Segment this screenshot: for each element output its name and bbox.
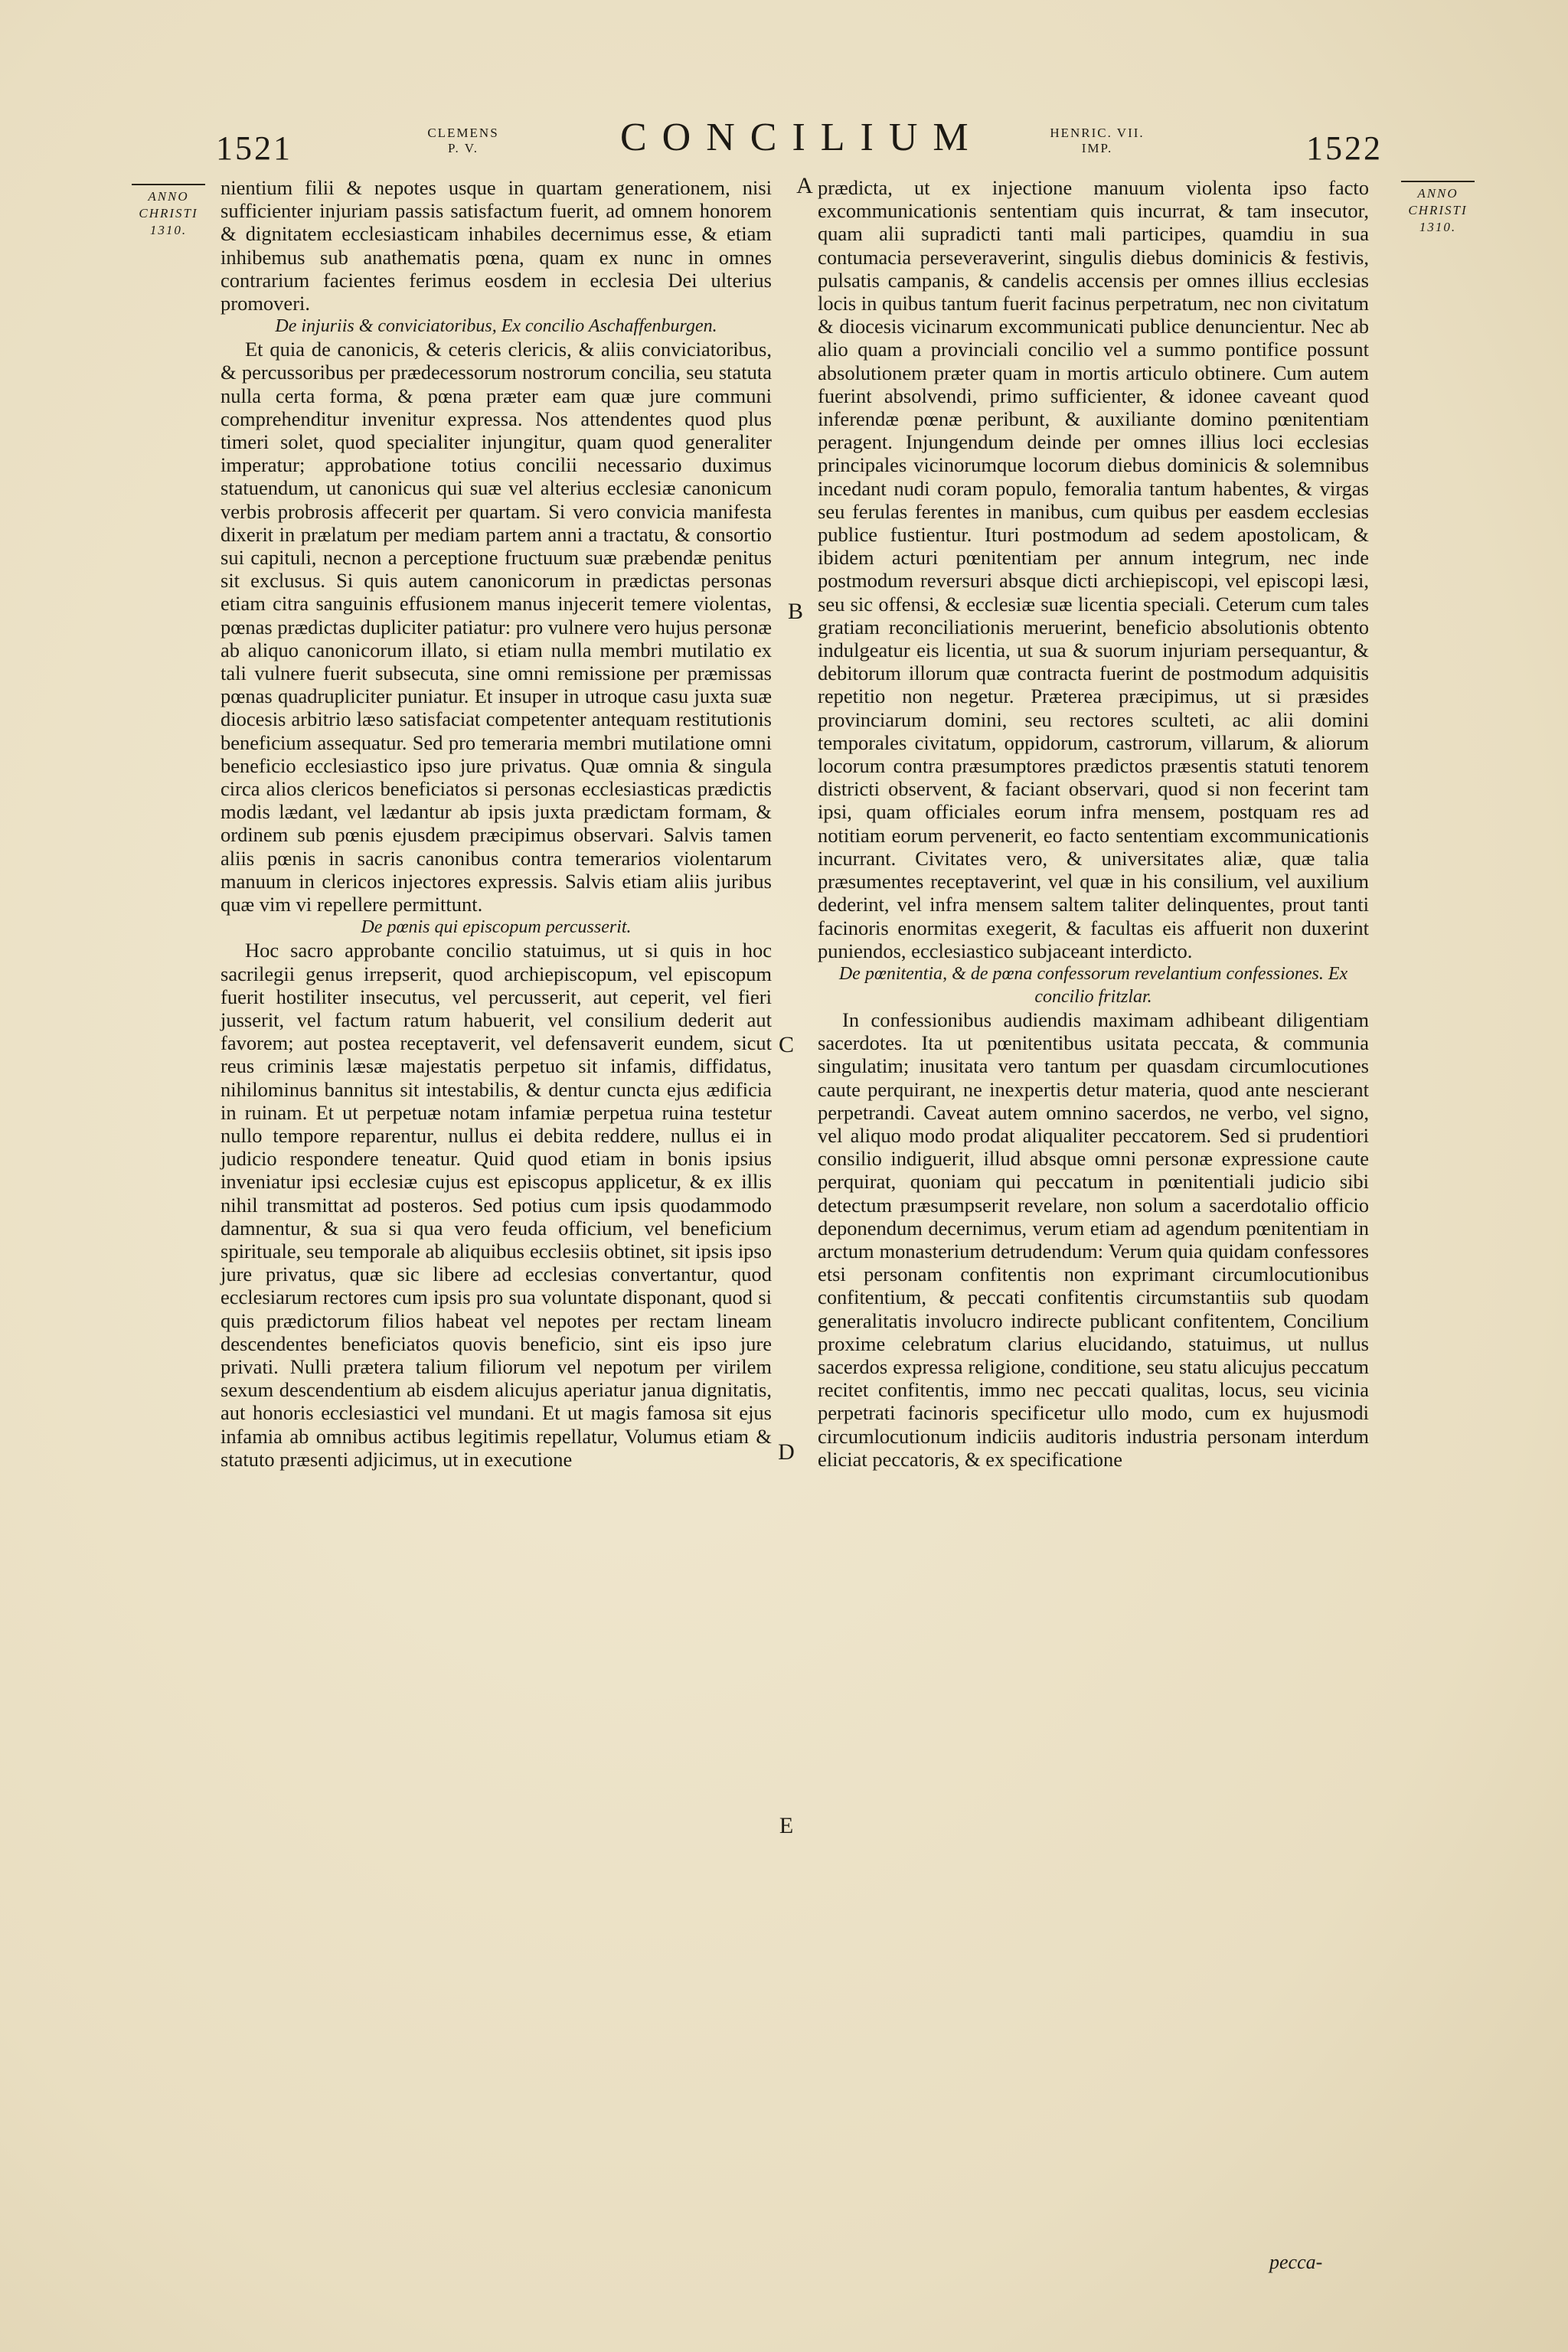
- paragraph: Hoc sacro approbante concilio statuimus, ut si quis in hoc sacrilegii genus irrepserit, quod archiepiscopum, vel episcopum fuerit hostiliter insecutus, vel percusserit, aut ceperit, vel fieri jusserit, vel factum ratum habuerit, vel consilium dederit aut favorem; aut postea receptaverit, vel defensaverit eundem, sicut reus criminis læsæ majestatis perpetuo sit infamis, diffidatus, nihilominus bannitus sit intestabilis, & dentur cuncta ejus ædificia in ruinam. Et ut perpetuæ notam infamiæ perpetua ruina testetur nullo tempore reparentur, nullus ei debita reddere, nullus ei in judicio respondere teneatur. Quid quod etiam in bonis ipsius inveniatur ipsi ecclesiæ cujus est episcopus applicetur, & ex illis nihil transmittat ad posteros. Sed potius cum ipsis quodammodo damnentur, & sua si qua vero feuda officium, vel beneficium spirituale, seu temporale ab aliquibus ecclesiis obtinet, sit ipsis ipso jure privatus, quæ sic libere ad ecclesias convertantur, quod ecclesiarum rectores cum ipsis pro sua voluntate disponant, quod si quis prædictorum filios habeat vel nepotes per rectam lineam descendentes beneficiatos quovis beneficio, sint eis ipso jure privati. Nulli prætera talium filiorum vel nepotum per virilem sexum descendentium ab eisdem alicujus aperiatur janua dignitatis, aut honoris ecclesiastici vel mundani. Et ut magis famosa sit ejus infamia ab omnibus actibus legitimis repellatur, Volumus etiam & statuto præsenti adjicimus, ut in executione: [220, 939, 772, 1471]
- margin-note-line: CHRISTI: [1408, 203, 1468, 217]
- paragraph: prædicta, ut ex injectione manuum violenta ipso facto excommunicationis sententiam quis incurrat, & tam insecutor, quam alii supradicti tanti mali participes, quamdiu in sua contumacia perseveraverint, singulis diebus dominicis & festivis, pulsatis campanis, & candelis accensis per omnes illius ecclesias locis in quibus tantum fuerit facinus perpetratum, nec non civitatum & diocesis vicinarum excommunicati publice denuncientur. Nec ab alio quam a provinciali concilio vel a summo pontifice possunt absolutionem præter quam in mortis articulo obtinere. Cum autem fuerint absolvendi, primo sufficienter, & idonee caveant quod inferendæ pœnæ peribunt, & auxiliante domino pœnitentiam peragent. Injungendum deinde per omnes illius loci ecclesias principales vicinorumque locorum diebus dominicis & solemnibus incedant nudi coram populo, femoralia tantum habentes, & virgas seu ferulas ferentes in manibus, cum quibus per easdem ecclesias publice fustientur. Ituri postmodum ad sedem apostolicam, & ibidem acturi pœnitentiam per annum integrum, nec inde postmodum reversuri absque dicti archiepiscopi, vel episcopi læsi, seu sic offensi, & ecclesiæ suæ licentia speciali. Ceterum cum tales gratiam reconciliationis meruerint, beneficio absolutionis obtento indulgeatur eis licentia, ut sua & suorum injuriam persequantur, & debitorum illorum quæ contracta fuerint de postmodum adquisitis repetitio non negetur. Præterea præcipimus, ut si præsides provinciarum domini, seu rectores sculteti, ac alii domini temporales civitatum, oppidorum, castrorum, villarum, & aliorum locorum contra præsumptores prædictos præsentis statuti tenorem districti observent, & faciant observari, quod si non fecerint tam ipsi, quam officiales eorum infra mensem, postquam res ad notitiam eorum pervenerit, eo facto sententiam excommunicationis incurrant. Civitates vero, & universitates aliæ, quæ talia præsumentes receptaverint, vel quæ in his consilium, vel auxilium dederint, vel infra mensem saltem taliter delinquentes, prout tanti facinoris enormitas exegerit, & facultas eis affuerit non duxerint puniendos, ecclesiastico subjaceant interdicto.: [818, 176, 1369, 962]
- margin-note-line: ANNO: [1417, 186, 1459, 201]
- section-letter-c: C: [778, 1032, 794, 1057]
- running-head-line: P. V.: [447, 141, 479, 155]
- catchword: pecca-: [1269, 2251, 1323, 2273]
- right-margin-year-note: [1392, 181, 1484, 236]
- section-letter-b: B: [787, 599, 803, 624]
- section-letter-d: D: [778, 1439, 795, 1465]
- section-heading: De pœnis qui episcopum percusserit.: [361, 917, 632, 938]
- section-heading: De injuriis & conviciatoribus, Ex concilio Aschaffenburgen.: [275, 316, 717, 337]
- section-letter-e: E: [779, 1813, 794, 1838]
- section-heading: De pœnitentia, & de pœna confessorum revelantium confessiones. Ex concilio fritzlar.: [838, 963, 1348, 1007]
- running-head-line: IMP.: [1081, 141, 1113, 155]
- margin-rule: [1401, 181, 1475, 182]
- left-page-number: 1521: [216, 129, 292, 167]
- right-text-column: [818, 176, 1369, 1471]
- right-running-head: [1047, 126, 1147, 156]
- paragraph: In confessionibus audiendis maximam adhibeant diligentiam sacerdotes. Ita ut pœnitentibus usitata peccata, & communia singulatim; inusitata vero tantum per quasdam circumlocutiones caute perquirant, ne inexpertis detur materia, quod ante nescierant perpetrandi. Caveat autem omnino sacerdos, ne verbo, vel signo, vel aliquo modo prodat aliqualiter peccatorem. Sed si prudentiori consilio indiguerit, illud absque omni personæ expressione caute perquirat, quoniam qui peccatum in pœnitentiali judicio sibi detectum præsumpserit revelare, non solum a sacerdotalio officio deponendum decernimus, verum etiam ad agendum pœnitentiam in arctum monasterium detrudendum: Verum quia quidam confessores etsi personam confitentis non exprimant circumlocutionibus confitentium, & peccati confitentis circumstantiis sub quodam generalitatis involucro indirecte publicant confitentem, Concilium proxime celebratum clarius elucidando, statuimus, ut nullus sacerdos expressa religione, conditione, seu statu alicujus peccatum recitet confitentis, immo nec peccati qualitas, locus, seu vicinia perpetrati facinoris specificetur ullo modo, cum ex hujusmodi circumlocutionum indiciis auditoris industria personam interdum eliciat peccatoris, & ex specificatione: [818, 1008, 1369, 1471]
- paragraph: nientium filii & nepotes usque in quartam generationem, nisi sufficienter injuriam passis satisfactum fuerit, ad omnem honorem & dignitatem ecclesiasticam inhabiles decernimus esse, & etiam inhibemus sub anathematis pœna, quam ex nunc in omnes contrarium facientes ferimus eosdem in ecclesia Dei ulterius promoveri.: [220, 176, 772, 315]
- left-text-column: [220, 176, 772, 1471]
- margin-note-line: 1310.: [149, 223, 188, 237]
- running-head-line: CLEMENS: [427, 126, 499, 140]
- margin-note-line: ANNO: [148, 189, 189, 204]
- margin-note-line: CHRISTI: [139, 206, 198, 220]
- paragraph: Et quia de canonicis, & ceteris clericis, & aliis conviciatoribus, & percussoribus per prædecessorum nostrorum concilia, seu statuta nulla certa forma, & pœna præter eam quæ jure communi comprehenditur invenitur expressa. Nos attendentes quod plus timeri solet, quod specialiter injungitur, quam quod generaliter imperatur; approbatione totius concilii necessario duximus statuendum, ut canonicus qui suæ vel alterius ecclesiæ canonicum verbis probrosis affecerit per quartam. Si vero convicia manifesta dixerit in prælatum per mediam partem anni a tractatu, & consortio sui capituli, necnon a perceptione fructuum suæ præbendæ penitus sit exclusus. Si quis autem canonicorum in prædictas personas etiam citra sanguinis effusionem manus injecerit temere violentas, pœnas prædictas dupliciter patiatur: pro vulnere vero hujus personæ ab aliquo canonicorum illato, si etiam nulla membri mutilatio ex tali vulnere fuerit subsecuta, sine omni remissione per præmissas pœnas quadrupliciter puniatur. Et insuper in utroque casu juxta suæ diocesis arbitrio læso satisfaciat competenter antequam restitutionis beneficium assequatur. Sed pro temeraria membri mutilatione omni beneficio ecclesiastico ipso jure privatus. Quæ omnia & singula circa alios clericos beneficiatos si personas ecclesiasticas prædictis modis lædant, vel lædantur ab ipsis juxta prædictam formam, & ordinem sub pœnis ejusdem præcipimus observari. Salvis tamen aliis pœnis in sacris canonibus contra temerarios violentarum manuum in clericos injectores expressis. Salvis etiam aliis juribus quæ vim vi repellere permittunt.: [220, 338, 772, 916]
- margin-note-line: 1310.: [1419, 220, 1457, 234]
- running-head-line: HENRIC. VII.: [1050, 126, 1145, 140]
- left-margin-year-note: [122, 184, 214, 239]
- page-title: CONCILIUM: [620, 116, 984, 159]
- right-page-number: 1522: [1306, 129, 1383, 167]
- section-letter-a: A: [796, 173, 813, 198]
- margin-rule: [132, 184, 205, 185]
- left-running-head: [413, 126, 513, 156]
